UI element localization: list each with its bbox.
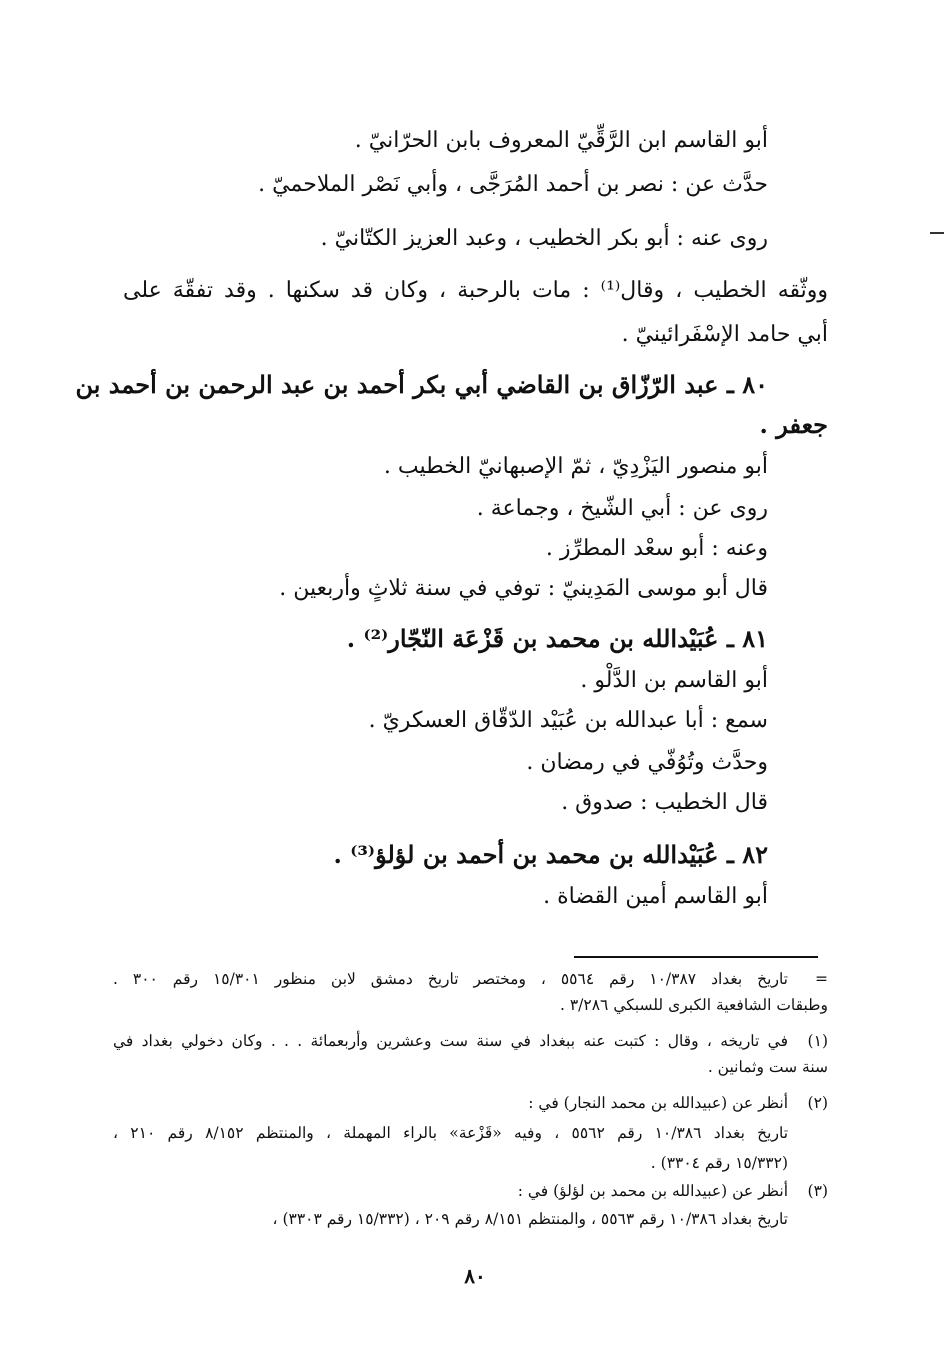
- page-number: ٨٠: [464, 1264, 486, 1288]
- footnote-line: وطبقات الشافعية الكبرى للسبكي ٣/٢٨٦ .: [560, 996, 828, 1014]
- text-line: سمع : أبا عبدالله بن عُبَيْد الدّقّاق العسكريّ .: [368, 708, 768, 733]
- scan-speck: [930, 232, 944, 234]
- footnote-line: في تاريخه ، وقال : كتبت عنه ببغداد في سنة ست وعشرين وأربعمائة . . . وكان دخولي بغداد في: [113, 1032, 788, 1050]
- footnote-line: تاريخ بغداد ١٠/٣٨٧ رقم ٥٥٦٤ ، ومختصر تاريخ دمشق لابن منظور ١٥/٣٠١ رقم ٣٠٠ .: [113, 970, 788, 988]
- text-line: حدَّث عن : نصر بن أحمد المُرَجَّى ، وأبي نَصْر الملاحميّ .: [258, 172, 768, 197]
- footnote-line: تاريخ بغداد ١٠/٣٨٦ رقم ٥٥٦٣ ، والمنتظم ٨/١٥١ رقم ٢٠٩ ، (١٥/٣٣٢ رقم ٣٣٠٣) ،: [272, 1210, 788, 1228]
- footnote-line: أنظر عن (عبيدالله بن محمد بن لؤلؤ) في :: [517, 1182, 788, 1200]
- entry-heading-82: ٨٢ ـ عُبَيْدالله بن محمد بن أحمد بن لؤلؤ⁽³⁾ .: [333, 840, 768, 869]
- entry-heading-80: ٨٠ ـ عبد الرّزّاق بن القاضي أبي بكر أحمد بن عبد الرحمن بن أحمد بن: [75, 370, 768, 399]
- footnote-mark-2: (٢): [807, 1094, 828, 1112]
- text-line: أبو القاسم بن الدَّلْو .: [580, 668, 768, 693]
- footnote-mark-3: (٣): [807, 1182, 828, 1200]
- text-line: وحدَّث وتُوُفّي في رمضان .: [526, 750, 768, 775]
- text-line: وعنه : أبو سعْد المطرِّز .: [545, 536, 768, 561]
- footnote-line: أنظر عن (عبيدالله بن محمد النجار) في :: [528, 1094, 788, 1112]
- text-line: روى عن : أبي الشّيخ ، وجماعة .: [476, 496, 768, 521]
- text-line: أبو منصور اليَزْدِيّ ، ثمّ الإصبهانيّ الخطيب .: [383, 454, 768, 479]
- footnote-separator: [574, 956, 818, 958]
- text-line: قال أبو موسى المَدِينيّ : توفي في سنة ثلاثٍ وأربعين .: [279, 576, 768, 601]
- entry-heading-81: ٨١ ـ عُبَيْدالله بن محمد بن قَزْعَة النّجّار⁽²⁾ .: [346, 624, 768, 653]
- footnote-line: سنة ست وثمانين .: [707, 1058, 828, 1076]
- text-line: أبو القاسم أمين القضاة .: [543, 884, 768, 909]
- text-line: روى عنه : أبو بكر الخطيب ، وعبد العزيز الكتّانيّ .: [320, 226, 768, 251]
- footnote-line: (١٥/٣٣٢ رقم ٣٣٠٤) .: [650, 1154, 788, 1172]
- text-line: قال الخطيب : صدوق .: [561, 790, 768, 815]
- footnote-continuation-mark: =: [815, 970, 828, 988]
- entry-heading-80-cont: جعفر .: [759, 410, 828, 439]
- text-line: ووثّقه الخطيب ، وقال⁽¹⁾ : مات بالرحبة ، وكان قد سكنها . وقد تفقّهَ على: [123, 278, 828, 303]
- text-line: أبي حامد الإسْفَرائينيّ .: [621, 322, 828, 347]
- footnote-mark-1: (١): [807, 1032, 828, 1050]
- text-line: أبو القاسم ابن الرَّقِّيّ المعروف بابن الحرّانيّ .: [354, 128, 768, 153]
- footnote-line: تاريخ بغداد ١٠/٣٨٦ رقم ٥٥٦٢ ، وفيه «قَزْعة» بالراء المهملة ، والمنتظم ٨/١٥٢ رقم ٢١٠ ،: [113, 1124, 789, 1142]
